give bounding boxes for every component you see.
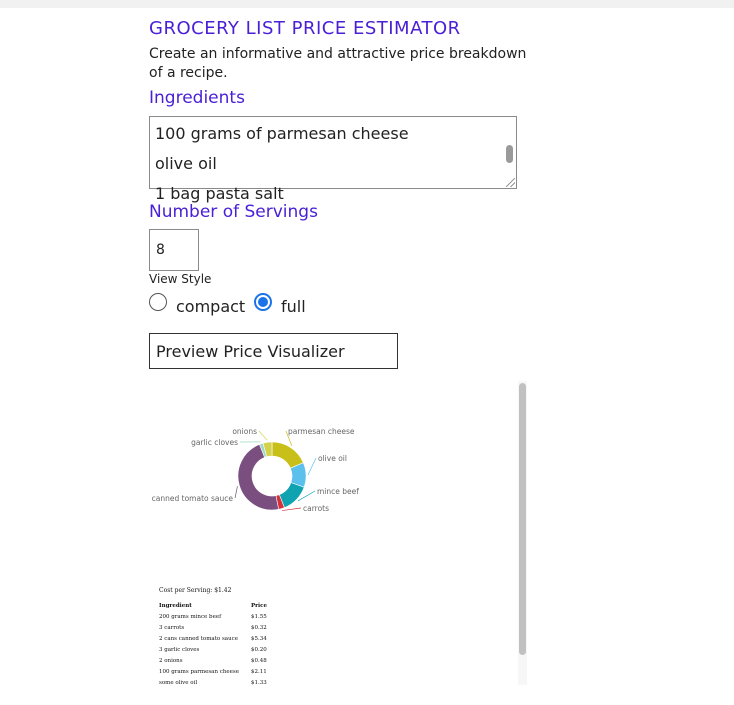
preview-button[interactable]: Preview Price Visualizer	[149, 333, 398, 369]
ingredient-cell: 2 onions	[159, 657, 183, 664]
slice-label: carrots	[303, 504, 330, 513]
table-row	[157, 644, 269, 655]
ingredients-label: Ingredients	[149, 88, 245, 108]
price-cell: $1.55	[250, 613, 267, 620]
column-header: Price	[250, 602, 267, 609]
ingredients-textarea[interactable]	[149, 116, 517, 203]
full-radio-label[interactable]: full	[281, 297, 306, 316]
resize-grip-icon[interactable]	[506, 178, 515, 187]
compact-radio[interactable]	[149, 293, 167, 311]
ingredient-cell: 3 garlic cloves	[159, 646, 200, 653]
table-row	[157, 677, 269, 688]
ingredient-line: olive oil	[155, 154, 217, 173]
table-row	[157, 633, 269, 644]
donut-slice	[272, 442, 303, 468]
leader-line	[282, 508, 301, 511]
price-cell: $0.32	[250, 624, 267, 631]
view-style-label: View Style	[149, 272, 212, 286]
slice-label: onions	[232, 427, 257, 436]
leader-line	[308, 458, 316, 475]
price-table	[157, 600, 269, 688]
table-row	[157, 655, 269, 666]
ingredient-cell: 100 grams parmesan cheese	[159, 668, 239, 675]
slice-label: parmesan cheese	[288, 427, 355, 436]
top-bar	[0, 0, 734, 8]
cost-per-serving: Cost per Serving: $1.42	[159, 587, 232, 594]
ingredient-cell: some olive oil	[159, 679, 198, 686]
slice-label: mince beef	[317, 487, 359, 496]
preview-scroll-thumb[interactable]	[519, 383, 526, 655]
full-radio[interactable]	[254, 293, 272, 311]
price-cell: $2.11	[250, 668, 267, 675]
price-cell: $1.33	[250, 679, 267, 686]
servings-label: Number of Servings	[149, 202, 318, 222]
textarea-scroll-thumb[interactable]	[506, 145, 513, 163]
page-subtitle: Create an informative and attractive price breakdown of a recipe.	[149, 46, 527, 81]
price-cell: $0.48	[250, 657, 267, 664]
ingredient-line: 100 grams of parmesan cheese	[155, 124, 409, 143]
column-header: Ingredient	[159, 602, 192, 609]
slice-label: garlic cloves	[191, 438, 238, 447]
servings-input[interactable]: 8	[149, 229, 199, 271]
ingredient-cell: 2 cans canned tomato sauce	[159, 635, 238, 642]
compact-radio-label[interactable]: compact	[176, 297, 246, 316]
donut-chart	[149, 378, 529, 578]
price-cell: $5.34	[250, 635, 267, 642]
page-title: GROCERY LIST PRICE ESTIMATOR	[149, 18, 461, 39]
ingredient-cell: 3 carrots	[159, 624, 185, 631]
slice-label: olive oil	[318, 454, 347, 463]
table-header-row	[157, 600, 269, 611]
leader-line	[235, 486, 237, 498]
ingredient-cell: 200 grams mince beef	[159, 613, 222, 620]
price-cell: $0.20	[250, 646, 267, 653]
leader-line	[259, 431, 267, 440]
slice-label: canned tomato sauce	[151, 494, 233, 503]
table-row	[157, 622, 269, 633]
table-row	[157, 666, 269, 677]
table-row	[157, 611, 269, 622]
ingredient-line: 1 bag pasta salt	[155, 184, 284, 203]
